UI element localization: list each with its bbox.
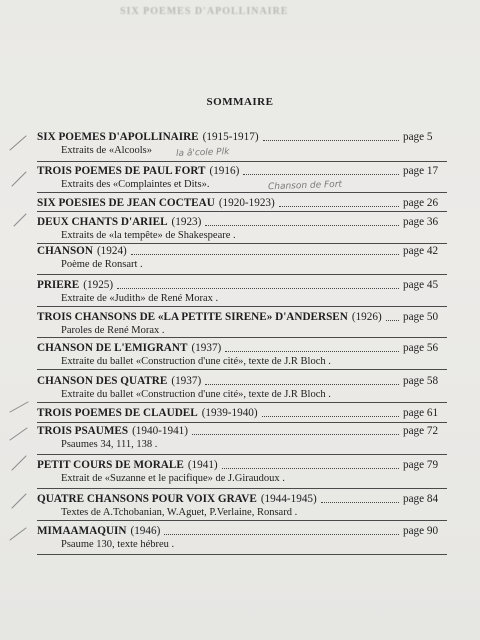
leader-dots <box>117 287 399 289</box>
page-number: page 26 <box>403 197 439 209</box>
running-head: SIX POEMES D'APOLLINAIRE <box>120 6 289 16</box>
work-source: Poème de Ronsart . <box>61 259 143 270</box>
pencil-tick <box>10 428 27 440</box>
page-number: page 36 <box>403 216 439 228</box>
work-years: (1926) <box>351 311 382 323</box>
work-title: SIX POEMES D'APOLLINAIRE <box>37 131 199 143</box>
leader-dots <box>131 253 399 255</box>
page-number: page 56 <box>403 342 439 354</box>
page-number: page 58 <box>403 375 439 387</box>
divider <box>37 337 447 338</box>
toc-entry <box>37 374 447 401</box>
work-source: Textes de A.Tchobanian, W.Aguet, P.Verlaine, Ronsard . <box>61 507 298 518</box>
toc-entry <box>37 130 447 157</box>
leader-dots <box>262 415 399 417</box>
work-years: (1924) <box>96 245 127 257</box>
work-years: (1915-1917) <box>202 131 259 143</box>
toc-entry <box>37 310 447 337</box>
work-title: TROIS PSAUMES <box>37 425 129 437</box>
work-years: (1940-1941) <box>132 425 189 437</box>
work-title: TROIS CHANSONS DE «LA PETITE SIRENE» D'ANDERSEN <box>37 311 348 323</box>
toc-entry <box>37 196 447 210</box>
divider <box>37 488 447 489</box>
divider <box>37 161 447 162</box>
work-years: (1925) <box>83 279 114 291</box>
work-title: QUATRE CHANSONS POUR VOIX GRAVE <box>37 493 257 505</box>
leader-dots <box>205 224 399 226</box>
work-source: Extraits des «Complaintes et Dits». <box>61 179 210 190</box>
toc-entry <box>37 406 447 420</box>
leader-dots <box>164 533 399 535</box>
work-years: (1944-1945) <box>260 493 317 505</box>
work-source: Extraite du ballet «Construction d'une cité», texte de J.R Bloch . <box>61 389 331 400</box>
work-title: CHANSON DES QUATRE <box>37 375 168 387</box>
work-years: (1939-1940) <box>201 407 258 419</box>
work-title: SIX POESIES DE JEAN COCTEAU <box>37 197 215 209</box>
page-number: page 50 <box>403 311 439 323</box>
leader-dots <box>205 383 399 385</box>
leader-dots <box>386 319 399 321</box>
work-source: Extraite du ballet «Construction d'une cité», texte de J.R Bloch . <box>61 356 331 367</box>
leader-dots <box>243 173 399 175</box>
page-number: page 84 <box>403 493 439 505</box>
work-years: (1923) <box>171 216 202 228</box>
pencil-tick <box>14 214 26 226</box>
work-source: Psaumes 34, 111, 138 . <box>61 439 158 450</box>
pencil-tick <box>12 172 26 186</box>
toc-entry <box>37 215 447 242</box>
handwritten-note: la â'cole Plk <box>175 147 230 159</box>
divider <box>37 402 447 403</box>
page-number: page 17 <box>403 165 439 177</box>
toc-entry <box>37 278 447 305</box>
page-number: page 79 <box>403 459 439 471</box>
divider <box>37 454 447 455</box>
divider <box>37 369 447 370</box>
toc-entry <box>37 244 447 271</box>
page-number: page 90 <box>403 525 439 537</box>
work-title: TROIS POEMES DE CLAUDEL <box>37 407 198 419</box>
divider <box>37 274 447 275</box>
page-number: page 45 <box>403 279 439 291</box>
work-title: CHANSON <box>37 245 93 257</box>
leader-dots <box>279 205 399 207</box>
divider <box>37 192 447 193</box>
page-number: page 61 <box>403 407 439 419</box>
pencil-tick <box>12 456 26 470</box>
handwritten-note: Chanson de Fort <box>267 179 343 193</box>
work-source: Extraits de «la tempête» de Shakespeare . <box>61 230 236 241</box>
work-years: (1916) <box>209 165 240 177</box>
work-source: Psaume 130, texte hébreu . <box>61 539 175 550</box>
leader-dots <box>263 139 399 141</box>
toc-entry <box>37 524 447 551</box>
work-years: (1937) <box>191 342 222 354</box>
leader-dots <box>321 501 399 503</box>
work-title: CHANSON DE L'EMIGRANT <box>37 342 188 354</box>
pencil-tick <box>10 136 26 150</box>
work-title: PETIT COURS DE MORALE <box>37 459 184 471</box>
work-years: (1937) <box>171 375 202 387</box>
leader-dots <box>225 350 399 352</box>
divider <box>37 520 447 521</box>
leader-dots <box>222 467 399 469</box>
divider <box>37 211 447 212</box>
work-source: Extrait de «Suzanne et le pacifique» de J.Giraudoux . <box>61 473 285 484</box>
divider <box>37 554 447 555</box>
toc-entry <box>37 424 447 451</box>
work-source: Paroles de René Morax . <box>61 325 165 336</box>
work-source: Extraits de «Alcools» <box>61 145 152 156</box>
page-title: SOMMAIRE <box>206 96 274 108</box>
toc-entry <box>37 492 447 519</box>
work-title: TROIS POEMES DE PAUL FORT <box>37 165 206 177</box>
toc-entry <box>37 164 447 191</box>
page-number: page 42 <box>403 245 439 257</box>
work-years: (1920-1923) <box>218 197 275 209</box>
page-number: page 5 <box>403 131 433 143</box>
toc-entry <box>37 458 447 485</box>
leader-dots <box>192 433 399 435</box>
page-number: page 72 <box>403 425 439 437</box>
pencil-tick <box>12 494 26 508</box>
divider <box>37 306 447 307</box>
work-title: DEUX CHANTS D'ARIEL <box>37 216 168 228</box>
work-years: (1941) <box>187 459 218 471</box>
pencil-tick <box>10 528 26 540</box>
divider <box>37 422 447 423</box>
work-years: (1946) <box>130 525 161 537</box>
pencil-tick <box>10 402 28 412</box>
work-title: MIMAAMAQUIN <box>37 525 127 537</box>
toc-entry <box>37 341 447 368</box>
work-source: Extraite de «Judith» de René Morax . <box>61 293 219 304</box>
work-title: PRIERE <box>37 279 80 291</box>
